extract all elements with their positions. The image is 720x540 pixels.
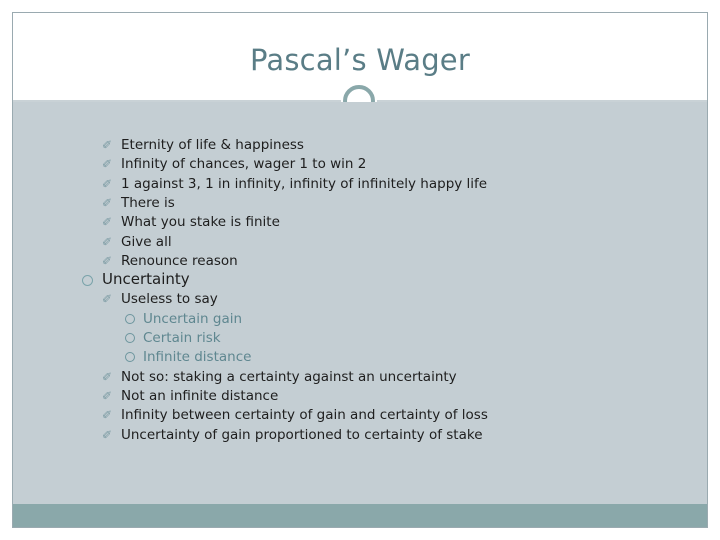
bullet-text: Useless to say [121,291,218,308]
bullet-text: What you stake is finite [121,214,280,231]
sub-bullet-item [143,329,221,348]
bullet-text: Uncertainty of gain proportioned to certainty of stake [121,426,483,443]
bullet-item [101,194,175,213]
ring-bullet-icon [123,329,137,348]
bullet-item [101,213,280,232]
bullet-text: Not so: staking a certainty against an uncertainty [121,368,457,385]
script-bullet-icon: ✐ [101,234,113,249]
bullet-item [101,426,483,445]
bullet-item [101,368,457,387]
ring-bullet-icon [123,348,137,367]
content-area [13,102,707,504]
slide-title: Pascal’s Wager [250,43,470,77]
bullet-item [101,155,367,174]
bullet-text: Renounce reason [121,252,238,269]
script-bullet-icon: ✐ [101,195,113,210]
script-bullet-icon: ✐ [101,253,113,268]
script-bullet-icon: ✐ [101,157,113,172]
script-bullet-icon: ✐ [101,427,113,442]
script-bullet-icon: ✐ [101,408,113,423]
bullet-text: Certain risk [143,330,221,346]
bullet-text: 1 against 3, 1 in infinity, infinity of infinitely happy life [121,175,488,192]
bullet-text: Not an infinite distance [121,387,279,404]
script-bullet-icon: ✐ [101,215,113,230]
bullet-item [101,233,172,252]
script-bullet-icon: ✐ [101,138,113,152]
script-bullet-icon: ✐ [101,176,113,191]
ring-bullet-icon [80,270,94,289]
bullet-text: There is [121,194,175,211]
bullet-item [101,252,238,271]
bullet-text: Infinite distance [143,349,252,366]
sub-bullet-item [143,348,251,367]
slide [12,12,708,528]
script-bullet-icon: ✐ [101,292,113,307]
bullet-text: Eternity of life & happiness [121,137,304,153]
bullet-heading [102,270,190,289]
bullet-item [101,290,218,309]
bullet-text: Uncertain gain [143,310,243,327]
bullet-item [101,406,488,425]
sub-bullet-item [143,310,242,329]
bullet-text: Give all [121,233,172,250]
footer-band [13,504,707,527]
bullet-item [101,136,304,155]
bullet-item [101,175,488,194]
script-bullet-icon: ✐ [101,388,113,403]
bullet-text: Infinity of chances, wager 1 to win 2 [121,156,367,173]
script-bullet-icon: ✐ [101,369,113,384]
bullet-item [101,387,279,406]
bullet-text: Infinity between certainty of gain and certainty of loss [121,407,488,424]
bullet-text: Uncertainty [102,270,190,289]
ring-bullet-icon [123,310,137,329]
